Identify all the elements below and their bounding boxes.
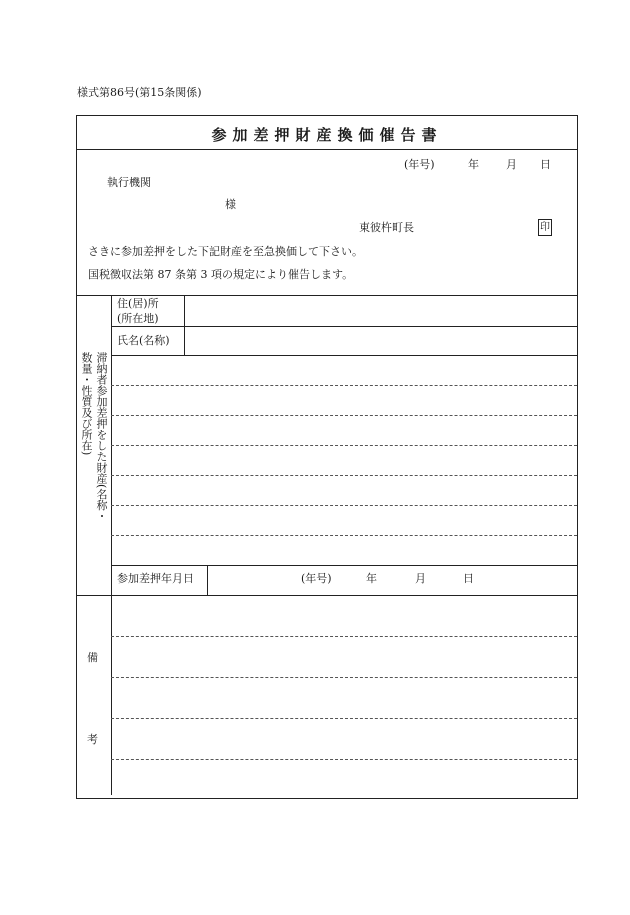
seizure-date-label: 参加差押年月日: [117, 572, 194, 585]
seizure-date-divider: [207, 565, 208, 595]
seal-box: 印: [538, 219, 552, 236]
address-label-divider: [184, 295, 185, 355]
address-label-line-2: (所在地): [117, 312, 159, 325]
property-entry-line: [111, 415, 577, 416]
property-entry-line: [111, 385, 577, 386]
remarks-label-bottom: 考: [87, 733, 98, 746]
remarks-label-top: 備: [87, 651, 98, 664]
address-label-line-1: 住(居)所: [117, 297, 159, 310]
remarks-entry-line: [111, 636, 577, 637]
form-title: 参加差押財産換価催告書: [211, 126, 443, 144]
property-bottom-divider: [111, 565, 577, 566]
section-divider: [77, 595, 577, 596]
property-entry-line: [111, 445, 577, 446]
seizure-year-label: 年: [366, 572, 377, 585]
date-era-label: (年号): [404, 158, 435, 171]
seizure-month-label: 月: [415, 572, 426, 585]
notice-form: [76, 115, 578, 799]
seizure-era-label: (年号): [301, 572, 332, 585]
header-divider: [77, 295, 577, 296]
name-label: 氏名(名称): [117, 334, 170, 347]
remarks-entry-line: [111, 718, 577, 719]
issuer-name: 東彼杵町長: [359, 221, 414, 234]
date-year-label: 年: [468, 158, 479, 171]
property-entry-line: [111, 535, 577, 536]
addressee-organization: 執行機関: [107, 176, 151, 189]
property-entry-line: [111, 475, 577, 476]
title-divider: [77, 149, 577, 150]
name-row-divider: [111, 355, 577, 356]
seizure-day-label: 日: [463, 572, 474, 585]
remarks-entry-line: [111, 677, 577, 678]
form-number: 様式第86号(第15条関係): [77, 86, 202, 99]
date-month-label: 月: [506, 158, 517, 171]
remarks-entry-line: [111, 759, 577, 760]
property-side-label-2: 数量・性質及び所在): [80, 352, 93, 456]
date-day-label: 日: [540, 158, 551, 171]
label-column-divider: [111, 295, 112, 795]
address-row-divider: [111, 326, 577, 327]
property-side-label-1: 滞納者参加差押をした財産(名称・: [95, 352, 108, 522]
addressee-honorific: 様: [225, 198, 236, 211]
property-entry-line: [111, 505, 577, 506]
message-line-2: 国税徴収法第 87 条第 3 項の規定により催告します。: [88, 268, 354, 281]
message-line-1: さきに参加差押をした下記財産を至急換価して下さい。: [88, 245, 363, 258]
